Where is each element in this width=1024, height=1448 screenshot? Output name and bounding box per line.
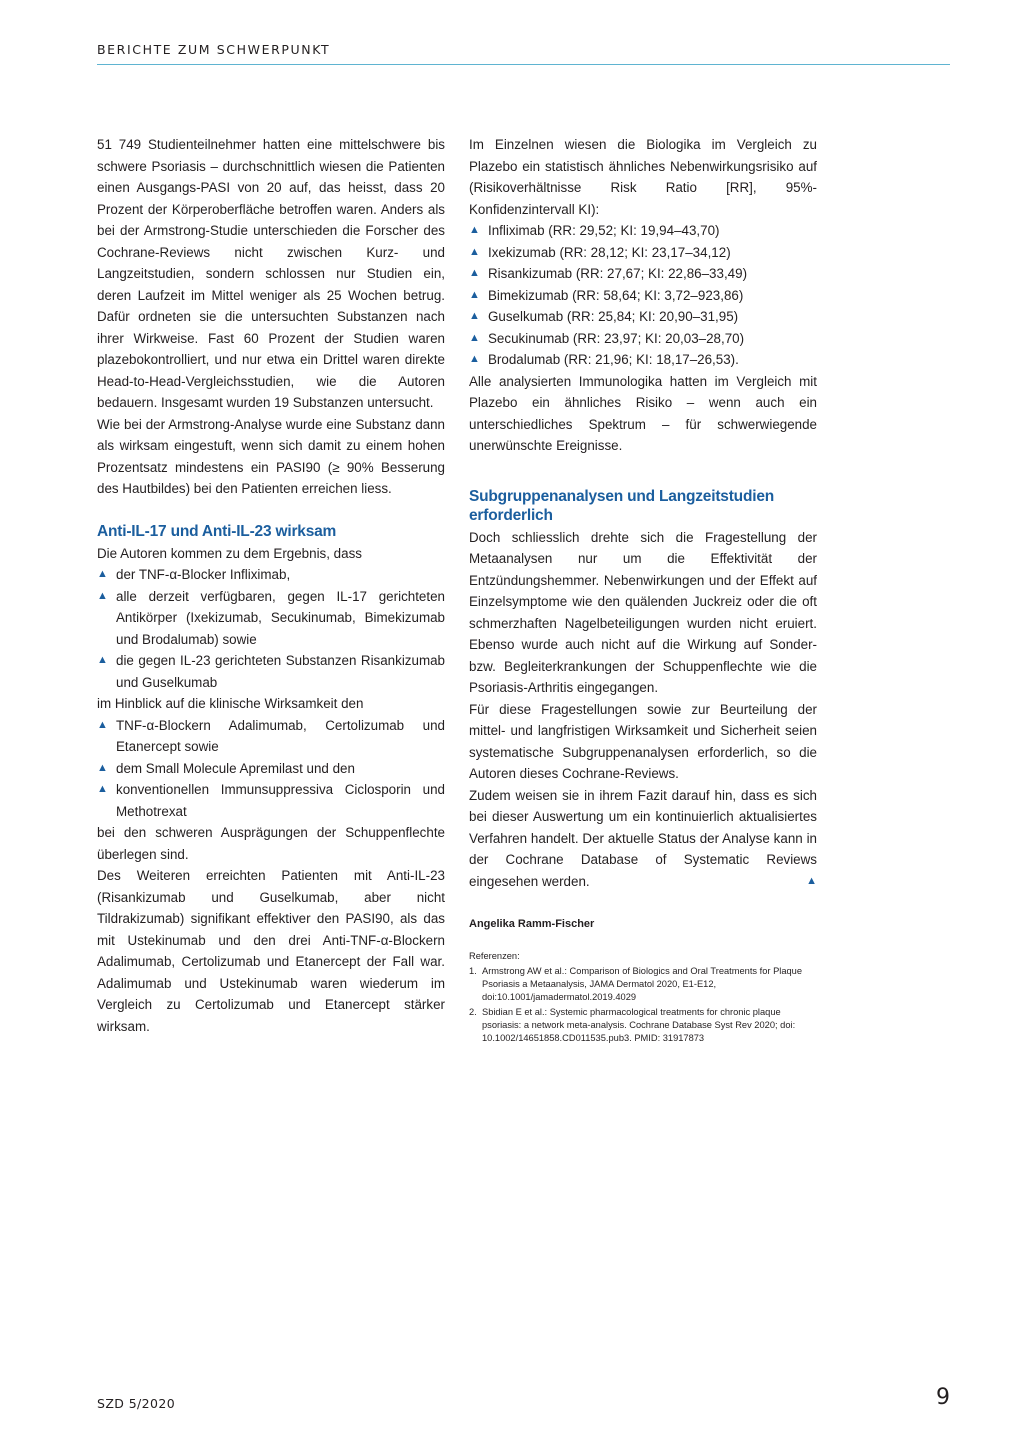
- list-item-text: Infliximab (RR: 29,52; KI: 19,94–43,70): [488, 223, 720, 238]
- section-heading: Subgruppenanalysen und Langzeitstudien erforderlich: [469, 487, 775, 524]
- reference-text: Sbidian E et al.: Systemic pharmacological treatments for chronic plaque psoriasis: a network meta-analysis. Cochrane Database Syst Rev 2020; doi: 10.1002/14651858.CD011535.pub3. PMID: 31917873: [482, 1006, 796, 1043]
- list-item: [469, 220, 817, 242]
- list-item-text: Risankizumab (RR: 27,67; KI: 22,86–33,49): [488, 266, 748, 281]
- triangle-bullet-icon: ▲: [97, 783, 108, 795]
- paragraph: Wie bei der Armstrong-Analyse wurde eine Substanz dann als wirksam eingestuft, wenn sich damit zu einem hohen Prozentsatz mindestens ein PASI90 (≥ 90% Besserung des Hautbildes) bei den Patienten erreichen liess.: [97, 416, 445, 496]
- bullet-list: [97, 715, 445, 823]
- paragraph: Des Weiteren erreichten Patienten mit Anti-IL-23 (Risankizumab und Guselkumab, aber nicht Tildrakizumab) signifikant effektiver den PASI90, als das mit Ustekinumab und den drei Anti-TNF-α-Blockern Adalimumab, Certolizumab und Etanercept der Fall war. Adalimumab und Ustekinumab waren wiederum im Vergleich zu Certolizumab und Etanercept stärker wirksam.: [97, 868, 445, 1034]
- paragraph-text: Zudem weisen sie in ihrem Fazit darauf hin, dass es sich bei dieser Auswertung um ein kontinuierlich aktualisiertes Verfahren handelt. Der aktuelle Status der Analyse kann in der Cochrane Database of Systematic Reviews eingesehen werden.: [469, 787, 817, 889]
- bullet-list: [469, 220, 817, 371]
- list-item: [469, 349, 817, 371]
- paragraph: Für diese Fragestellungen sowie zur Beurteilung der mittel- und langfristigen Wirksamkeit und Sicherheit seien systematische Subgruppenanalysen erforderlich, so die Autoren dieses Cochrane-Reviews.: [469, 701, 817, 781]
- list-item: [97, 650, 445, 693]
- list-item: [97, 779, 445, 822]
- list-item-text: TNF-α-Blockern Adalimumab, Certolizumab und Etanercept sowie: [116, 717, 445, 754]
- page-number: 9: [936, 1385, 950, 1410]
- reference-text: Armstrong AW et al.: Comparison of Biologics and Oral Treatments for Plaque Psoriasis a Metaanalysis, JAMA Dermatol 2020, E1-E12, doi:10.1001/jamadermatol.2019.4029: [482, 965, 803, 1002]
- list-item-text: Bimekizumab (RR: 58,64; KI: 3,72–923,86): [488, 287, 744, 303]
- triangle-bullet-icon: ▲: [469, 245, 480, 258]
- list-item-text: konventionellen Immunsuppressiva Ciclosporin und Methotrexat: [116, 782, 445, 819]
- list-item-text: Brodalumab (RR: 21,96; KI: 18,17–26,53).: [488, 352, 739, 367]
- paragraph: Die Autoren kommen zu dem Ergebnis, dass: [97, 545, 362, 561]
- list-item-text: Guselkumab (RR: 25,84; KI: 20,90–31,95): [488, 309, 739, 324]
- references-list: [469, 965, 817, 1045]
- list-item-text: die gegen IL-23 gerichteten Substanzen Risankizumab und Guselkumab: [116, 653, 445, 690]
- paragraph: 51 749 Studienteilnehmer hatten eine mittelschwere bis schwere Psoriasis – durchschnittlich wiesen die Patienten einen Ausgangs-PASI von 20 auf, das heisst, dass 20 Prozent der Körperoberfläche betroffen waren. Anders als bei der Armstrong-Studie unterschieden die Forscher des Cochrane-Reviews nicht zwischen Kurz- und Langzeitstudien, sondern schlossen nur Studien ein, deren Laufzeit im Mittel weniger als 25 Wochen betrug. Dafür ordneten sie die untersuchten Substanzen nach ihrer Wirkweise. Fast 60 Prozent der Studien waren plazebokontrolliert, und nur etwa ein Drittel waren direkte Head-to-Head-Vergleichsstudien, wie die Autoren bedauern. Insgesamt wurden 19 Substanzen untersucht.: [97, 137, 445, 410]
- triangle-bullet-icon: ▲: [97, 568, 108, 580]
- reference-number: 1.: [469, 965, 477, 976]
- triangle-bullet-icon: ▲: [97, 654, 108, 666]
- author-name: Angelika Ramm-Fischer: [469, 918, 595, 930]
- list-item-text: dem Small Molecule Apremilast und den: [116, 760, 355, 776]
- reference-number: 2.: [469, 1006, 477, 1017]
- list-item: [469, 242, 817, 264]
- reference-item: [469, 965, 817, 1004]
- left-column: [97, 134, 445, 1037]
- section-heading: Anti-IL-17 und Anti-IL-23 wirksam: [97, 522, 337, 540]
- list-item: [469, 263, 817, 285]
- right-column: [469, 134, 817, 1047]
- triangle-bullet-icon: ▲: [97, 761, 108, 774]
- references-label: Referenzen:: [469, 950, 520, 961]
- paragraph: [469, 785, 817, 893]
- list-item: [469, 306, 817, 328]
- article-end-triangle-icon: ▲: [806, 874, 817, 887]
- list-item: [97, 715, 445, 758]
- list-item-text: der TNF-α-Blocker Infliximab,: [116, 567, 291, 582]
- list-item: [97, 586, 445, 651]
- page-header: [97, 36, 950, 65]
- section-title: BERICHTE ZUM SCHWERPUNKT: [97, 42, 331, 57]
- triangle-bullet-icon: ▲: [469, 267, 480, 279]
- reference-item: [469, 1006, 817, 1045]
- triangle-bullet-icon: ▲: [469, 353, 480, 365]
- list-item: [469, 285, 817, 307]
- triangle-bullet-icon: ▲: [469, 331, 480, 344]
- paragraph: Alle analysierten Immunologika hatten im Vergleich mit Plazebo ein ähnliches Risiko – wenn auch ein unterschiedliches Spektrum – für schwerwiegende unerwünschte Ereignisse.: [469, 373, 817, 453]
- list-item-text: alle derzeit verfügbaren, gegen IL-17 gerichteten Antikörper (Ixekizumab, Secukinumab, Bimekizumab und Brodalumab) sowie: [116, 588, 445, 647]
- triangle-bullet-icon: ▲: [97, 718, 108, 731]
- list-item-text: Ixekizumab (RR: 28,12; KI: 23,17–34,12): [488, 244, 731, 260]
- triangle-bullet-icon: ▲: [469, 224, 480, 236]
- list-item: [469, 328, 817, 350]
- bullet-list: [97, 564, 445, 693]
- triangle-bullet-icon: ▲: [97, 589, 108, 602]
- journal-issue: SZD 5/2020: [97, 1396, 176, 1411]
- paragraph: Doch schliesslich drehte sich die Fragestellung der Metaanalysen nur um die Effektivität der Entzündungshemmer. Nebenwirkungen und der Effekt auf Einzelsymptome wie den quälenden Juckreiz oder die oft schmerzhaften Nagelbeteiligungen wurden nicht eruiert. Ebenso wurde auch nicht auf die Wirkung auf Sonder- bzw. Begleiterkrankungen der Schuppenflechte wie die Psoriasis-Arthritis eingegangen.: [469, 529, 817, 695]
- list-item-text: Secukinumab (RR: 23,97; KI: 20,03–28,70): [488, 330, 745, 346]
- paragraph: im Hinblick auf die klinische Wirksamkeit den: [97, 696, 364, 711]
- triangle-bullet-icon: ▲: [469, 288, 480, 301]
- list-item: [97, 758, 445, 780]
- paragraph: bei den schweren Ausprägungen der Schuppenflechte überlegen sind.: [97, 825, 445, 862]
- paragraph: Im Einzelnen wiesen die Biologika im Vergleich zu Plazebo ein statistisch ähnliches Nebenwirkungsrisiko auf (Risikoverhältnisse Risk Ratio [RR], 95%-Konfidenzintervall KI):: [469, 137, 817, 217]
- list-item: [97, 564, 445, 586]
- triangle-bullet-icon: ▲: [469, 310, 480, 322]
